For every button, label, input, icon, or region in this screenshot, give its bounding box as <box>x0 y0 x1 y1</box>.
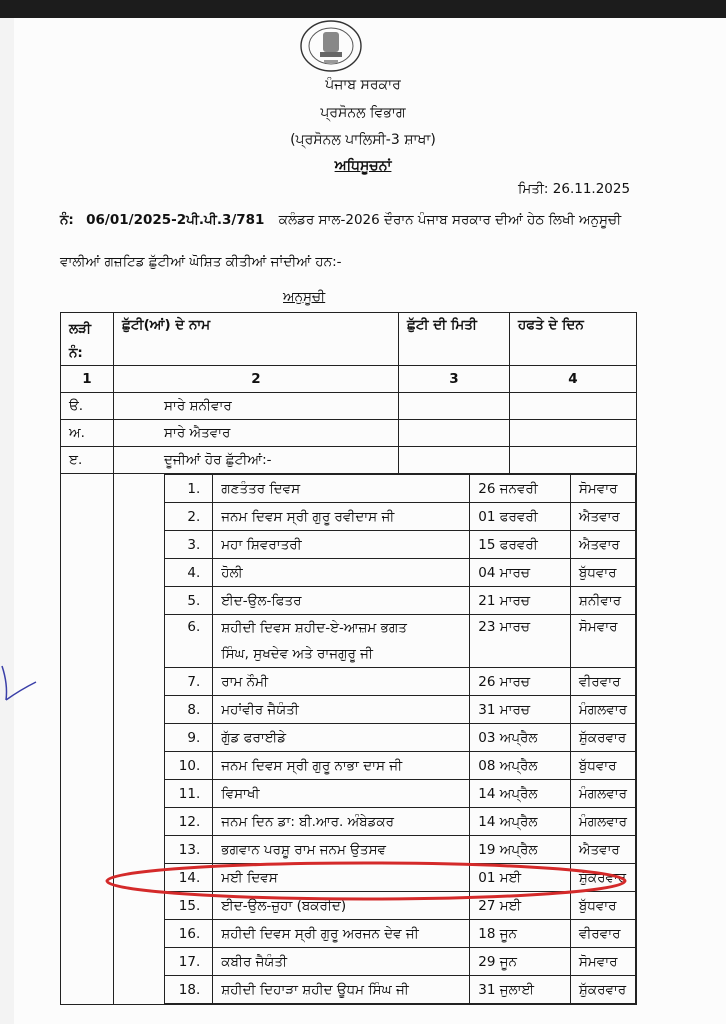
holiday-date: 04 ਮਾਰਚ <box>470 559 571 587</box>
highlight-ellipse-annotation <box>104 860 628 902</box>
branch-name: (ਪ੍ਰਸੋਨਲ ਪਾਲਿਸੀ-3 ਸ਼ਾਖਾ) <box>290 132 436 148</box>
table-row <box>165 615 636 668</box>
section-row <box>61 447 637 474</box>
holiday-weekday: ਐਤਵਾਰ <box>570 836 635 864</box>
holiday-name: ਕਬੀਰ ਜੈਯੰਤੀ <box>213 948 470 976</box>
holiday-serial: 5. <box>165 587 213 615</box>
table-row <box>165 559 636 587</box>
holiday-name: ਜਨਮ ਦਿਵਸ ਸ੍ਰੀ ਗੁਰੂ ਨਾਭਾ ਦਾਸ ਜੀ <box>213 752 470 780</box>
holiday-name-line: ਸਿੰਘ, ਸੁਖਦੇਵ ਅਤੇ ਰਾਜਗੁਰੂ ਜੀ <box>221 646 373 662</box>
holiday-name: ਈਦ-ਉਲ-ਫਿਤਰ <box>213 587 470 615</box>
holiday-name <box>213 615 470 668</box>
holiday-weekday: ਸੋਮਵਾਰ <box>570 615 635 668</box>
header-holiday-date: ਛੁੱਟੀ ਦੀ ਮਿਤੀ <box>399 313 510 366</box>
holiday-list-cell <box>114 474 637 1005</box>
table-row <box>165 531 636 559</box>
top-bar <box>0 0 726 18</box>
table-row <box>165 724 636 752</box>
holiday-name: ਮਈ ਦਿਵਸ <box>213 864 470 892</box>
holiday-weekday: ਐਤਵਾਰ <box>570 531 635 559</box>
header-serial: ਲੜੀ ਨੰ: <box>61 313 114 366</box>
holiday-serial: 1. <box>165 475 213 503</box>
header-holiday-name: ਛੁੱਟੀ(ਆਂ) ਦੇ ਨਾਮ <box>114 313 399 366</box>
holiday-weekday: ਸ਼ੁੱਕਰਵਾਰ <box>570 976 635 1004</box>
holiday-serial: 12. <box>165 808 213 836</box>
holiday-weekday: ਸੋਮਵਾਰ <box>570 948 635 976</box>
ref-label: ਨੰ: <box>60 212 74 228</box>
government-name: ਪੰਜਾਬ ਸਰਕਾਰ <box>325 77 401 93</box>
holiday-serial: 8. <box>165 696 213 724</box>
table-row <box>165 752 636 780</box>
section-label: ੲ. <box>61 447 114 474</box>
section-row <box>61 393 637 420</box>
table-row <box>165 503 636 531</box>
holiday-date: 18 ਜੂਨ <box>470 920 571 948</box>
table-header-row <box>61 313 637 366</box>
holiday-weekday: ਮੰਗਲਵਾਰ <box>570 808 635 836</box>
section-text: ਸਾਰੇ ਸ਼ਨੀਵਾਰ <box>114 393 399 420</box>
table-row <box>165 587 636 615</box>
holiday-weekday: ਮੰਗਲਵਾਰ <box>570 696 635 724</box>
holiday-date: 01 ਮਈ <box>470 864 571 892</box>
intro-text-1: ਕਲੰਡਰ ਸਾਲ-2026 ਦੌਰਾਨ ਪੰਜਾਬ ਸਰਕਾਰ ਦੀਆਂ ਹੇਠ ਲਿਖੀ ਅਨੁਸੂਚੀ <box>278 212 622 228</box>
header-weekday: ਹਫਤੇ ਦੇ ਦਿਨ <box>510 313 637 366</box>
holiday-name: ਈਦ-ਉਲ-ਜ਼ੁਹਾ (ਬਕਰੀਦ) <box>213 892 470 920</box>
holiday-serial: 7. <box>165 668 213 696</box>
department-name: ਪ੍ਰਸੋਨਲ ਵਿਭਾਗ <box>320 105 406 121</box>
holiday-date: 14 ਅਪ੍ਰੈਲ <box>470 780 571 808</box>
holiday-name: ਸ਼ਹੀਦੀ ਦਿਵਸ ਸ੍ਰੀ ਗੁਰੂ ਅਰਜਨ ਦੇਵ ਜੀ <box>213 920 470 948</box>
holiday-name: ਗੁੱਡ ਫਰਾਈਡੇ <box>213 724 470 752</box>
holiday-serial: 14. <box>165 864 213 892</box>
table-row <box>165 920 636 948</box>
column-number-row <box>61 366 637 393</box>
holiday-serial: 9. <box>165 724 213 752</box>
table-row <box>165 696 636 724</box>
holiday-list-body <box>165 475 636 1004</box>
holiday-list-row <box>61 474 637 1005</box>
holiday-weekday: ਵੀਰਵਾਰ <box>570 668 635 696</box>
holiday-date: 23 ਮਾਰਚ <box>470 615 571 668</box>
table-row <box>165 976 636 1004</box>
table-row <box>165 948 636 976</box>
holiday-name-line: ਸ਼ਹੀਦੀ ਦਿਵਸ ਸ਼ਹੀਦ-ਏ-ਆਜ਼ਮ ਭਗਤ <box>221 620 407 636</box>
holiday-serial: 4. <box>165 559 213 587</box>
holiday-serial: 16. <box>165 920 213 948</box>
col-number: 2 <box>114 366 399 393</box>
holiday-serial: 2. <box>165 503 213 531</box>
holiday-weekday: ਸ਼ੁੱਕਰਵਾਰ <box>570 724 635 752</box>
section-label: ਅ. <box>61 420 114 447</box>
holiday-weekday: ਵੀਰਵਾਰ <box>570 920 635 948</box>
col-number: 4 <box>510 366 637 393</box>
government-emblem-icon <box>290 18 372 74</box>
holiday-weekday: ਬੁੱਧਵਾਰ <box>570 752 635 780</box>
holiday-weekday: ਸ਼ੁੱਕਰਵਾਰ <box>570 864 635 892</box>
table-row <box>165 668 636 696</box>
table-row <box>165 475 636 503</box>
holiday-date: 29 ਜੂਨ <box>470 948 571 976</box>
holiday-serial: 10. <box>165 752 213 780</box>
holiday-serial: 18. <box>165 976 213 1004</box>
holiday-date: 01 ਫਰਵਰੀ <box>470 503 571 531</box>
holiday-name: ਮਹਾਂਵੀਰ ਜੈਯੰਤੀ <box>213 696 470 724</box>
holiday-name: ਮਹਾ ਸ਼ਿਵਰਾਤਰੀ <box>213 531 470 559</box>
holiday-date: 26 ਜਨਵਰੀ <box>470 475 571 503</box>
holiday-weekday: ਬੁੱਧਵਾਰ <box>570 892 635 920</box>
holiday-date: 31 ਜੁਲਾਈ <box>470 976 571 1004</box>
table-row <box>165 780 636 808</box>
holiday-date: 15 ਫਰਵਰੀ <box>470 531 571 559</box>
holiday-name: ਜਨਮ ਦਿਵਸ ਸ੍ਰੀ ਗੁਰੂ ਰਵੀਦਾਸ ਜੀ <box>213 503 470 531</box>
holiday-name: ਗਣਤੰਤਰ ਦਿਵਸ <box>213 475 470 503</box>
section-label: ੳ. <box>61 393 114 420</box>
holiday-weekday: ਮੰਗਲਵਾਰ <box>570 780 635 808</box>
col-number: 3 <box>399 366 510 393</box>
holiday-name: ਰਾਮ ਨੌਮੀ <box>213 668 470 696</box>
holiday-name: ਸ਼ਹੀਦੀ ਦਿਹਾੜਾ ਸ਼ਹੀਦ ਊਧਮ ਸਿੰਘ ਜੀ <box>213 976 470 1004</box>
holiday-serial: 11. <box>165 780 213 808</box>
holiday-name: ਵਿਸਾਖੀ <box>213 780 470 808</box>
notification-date: ਮਿਤੀ: 26.11.2025 <box>518 181 631 197</box>
holiday-weekday: ਸ਼ਨੀਵਾਰ <box>570 587 635 615</box>
holiday-weekday: ਬੁੱਧਵਾਰ <box>570 559 635 587</box>
col-number: 1 <box>61 366 114 393</box>
pen-scribble-mark <box>0 660 40 720</box>
holiday-name: ਹੋਲੀ <box>213 559 470 587</box>
holiday-date: 21 ਮਾਰਚ <box>470 587 571 615</box>
holiday-serial: 6. <box>165 615 213 668</box>
reference-line <box>60 212 621 228</box>
schedule-caption: ਅਨੁਸੂਚੀ <box>283 289 326 305</box>
intro-text-2: ਵਾਲੀਆਂ ਗਜ਼ਟਿਡ ਛੁੱਟੀਆਂ ਘੋਸ਼ਿਤ ਕੀਤੀਆਂ ਜਾਂਦੀਆਂ ਹਨ:- <box>60 254 342 270</box>
notification-title: ਅਧਿਸੂਚਨਾਂ <box>334 158 392 174</box>
holiday-serial: 13. <box>165 836 213 864</box>
ref-number: 06/01/2025-2ਪੀ.ਪੀ.3/781 <box>86 212 265 228</box>
section-text: ਦੂਜੀਆਂ ਹੋਰ ਛੁੱਟੀਆਂ:- <box>114 447 399 474</box>
holiday-date: 14 ਅਪ੍ਰੈਲ <box>470 808 571 836</box>
holiday-list <box>164 474 636 1004</box>
holiday-date: 19 ਅਪ੍ਰੈਲ <box>470 836 571 864</box>
holiday-date: 26 ਮਾਰਚ <box>470 668 571 696</box>
holiday-serial: 3. <box>165 531 213 559</box>
holiday-weekday: ਸੋਮਵਾਰ <box>570 475 635 503</box>
holiday-weekday: ਐਤਵਾਰ <box>570 503 635 531</box>
holiday-name: ਜਨਮ ਦਿਨ ਡਾ: ਬੀ.ਆਰ. ਅੰਬੇਡਕਰ <box>213 808 470 836</box>
holiday-name: ਭਗਵਾਨ ਪਰਸ਼ੂ ਰਾਮ ਜਨਮ ਉਤਸਵ <box>213 836 470 864</box>
holiday-serial: 15. <box>165 892 213 920</box>
holiday-date: 31 ਮਾਰਚ <box>470 696 571 724</box>
table-row <box>165 808 636 836</box>
holiday-serial: 17. <box>165 948 213 976</box>
section-row <box>61 420 637 447</box>
holiday-date: 08 ਅਪ੍ਰੈਲ <box>470 752 571 780</box>
holiday-date: 27 ਮਈ <box>470 892 571 920</box>
holiday-date: 03 ਅਪ੍ਰੈਲ <box>470 724 571 752</box>
section-text: ਸਾਰੇ ਐਤਵਾਰ <box>114 420 399 447</box>
